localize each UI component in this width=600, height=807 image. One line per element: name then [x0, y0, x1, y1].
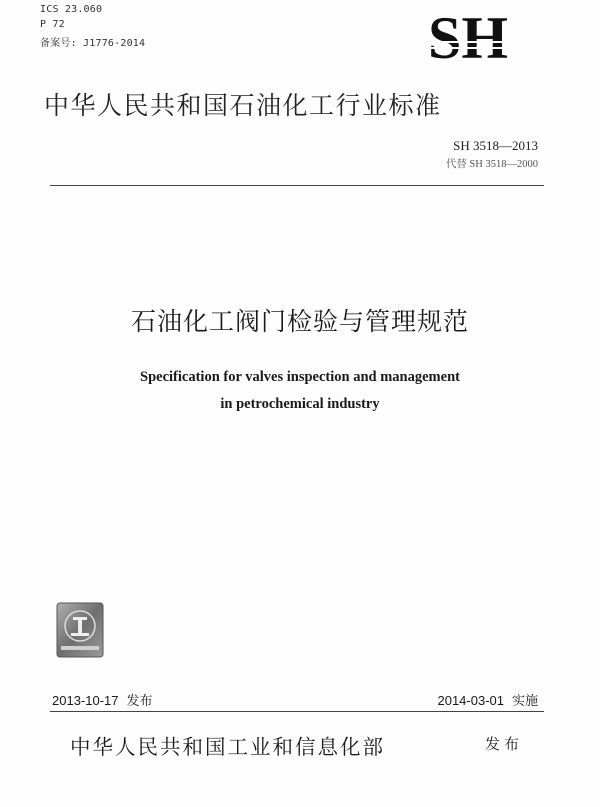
replaces-standard: 代替 SH 3518—2000 [445, 159, 538, 170]
standard-code: SH 3518—2013 [453, 138, 538, 153]
issuing-action: 发布 [485, 735, 524, 753]
logo-text: SH [427, 8, 509, 66]
bottom-divider [50, 711, 544, 712]
document-title-en-line1: Specification for valves inspection and management [140, 369, 460, 385]
implementation-date-label: 实施 [511, 693, 538, 708]
filing-number: 备案号: J1776-2014 [40, 38, 146, 49]
anti-counterfeit-seal [56, 602, 104, 658]
implementation-date [437, 690, 538, 709]
document-title-en-line2: in petrochemical industry [220, 396, 380, 412]
ics-code: ICS 23.060 [40, 4, 103, 15]
classification-code: P 72 [40, 19, 65, 30]
issue-date [52, 690, 153, 709]
sh-logo [402, 8, 534, 66]
industry-standard-title: 中华人民共和国石油化工行业标准 [44, 91, 442, 120]
top-divider [50, 185, 544, 186]
document-title-cn: 石油化工阀门检验与管理规范 [130, 307, 469, 336]
issuing-authority: 中华人民共和国工业和信息化部 [70, 735, 385, 759]
implementation-date-value: 2014-03-01 [437, 693, 504, 708]
issue-date-label: 发布 [126, 693, 153, 708]
issue-date-value: 2013-10-17 [52, 693, 119, 708]
